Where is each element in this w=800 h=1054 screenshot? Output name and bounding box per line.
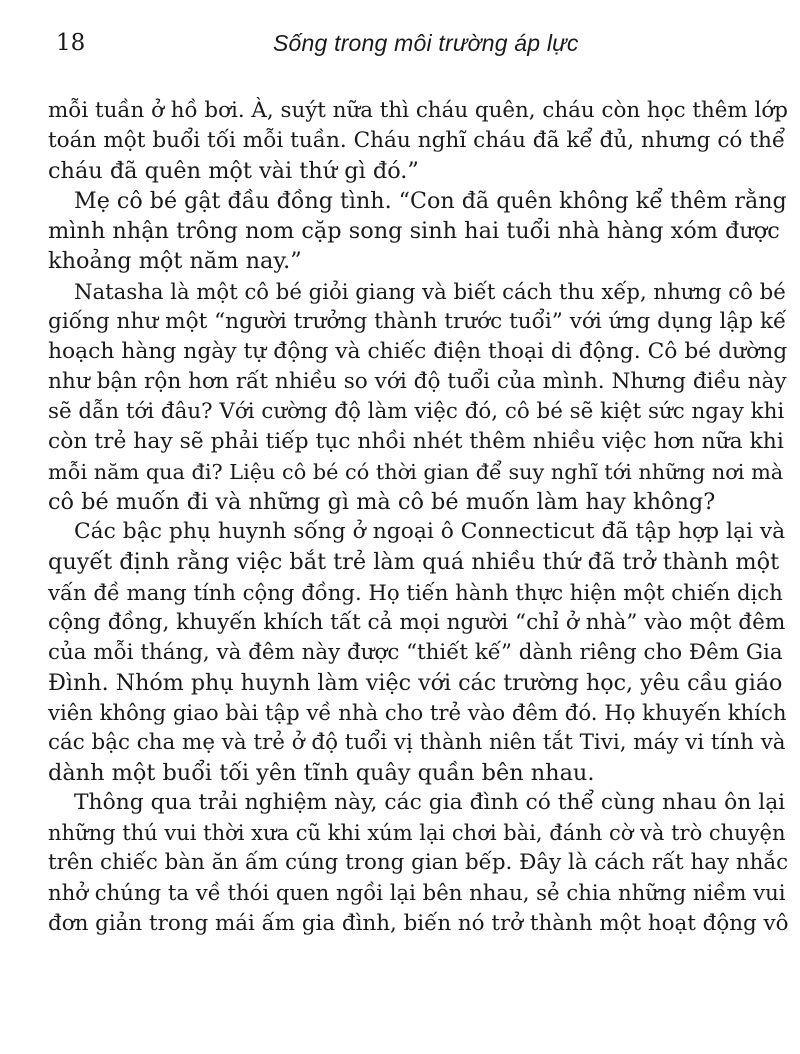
text-line: trên chiếc bàn ăn ấm cúng trong gian bếp. Đây là cách rất hay nhắc	[48, 850, 789, 876]
paragraph	[48, 517, 788, 788]
paragraph	[48, 186, 788, 276]
text-line: Natasha là một cô bé giỏi giang và biết cách thu xếp, nhưng cô bé	[74, 278, 786, 304]
paragraph	[48, 96, 788, 186]
text-line: viên không giao bài tập về nhà cho trẻ vào đêm đó. Họ khuyến khích	[48, 699, 787, 725]
text-line: còn trẻ hay sẽ phải tiếp tục nhồi nhét thêm nhiều việc hơn nữa khi	[48, 429, 784, 455]
text-line: Đình. Nhóm phụ huynh làm việc với các trường học, yêu cầu giáo	[48, 669, 783, 696]
text-line: cháu đã quên một vài thứ gì đó.”	[48, 158, 419, 185]
text-line: cộng đồng, khuyến khích tất cả mọi người “chỉ ở nhà” vào một đêm	[48, 609, 786, 635]
text-line: dành một buổi tối yên tĩnh quây quần bên nhau.	[48, 760, 595, 787]
text-line: mình nhận trông nom cặp song sinh hai tuổi nhà hàng xóm được	[48, 218, 780, 245]
text-line: mỗi năm qua đi? Liệu cô bé có thời gian để suy nghĩ tới những nơi mà	[48, 460, 784, 485]
page-number: 18	[56, 30, 86, 56]
text-line: Thông qua trải nghiệm này, các gia đình có thể cùng nhau ôn lại	[74, 790, 786, 816]
text-line: cô bé muốn đi và những gì mà cô bé muốn làm hay không?	[48, 489, 716, 516]
text-line: đơn giản trong mái ấm gia đình, biến nó trở thành một hoạt động vô	[48, 910, 789, 936]
text-line: giống như một “người trưởng thành trước tuổi” với ứng dụng lập kế	[48, 308, 787, 334]
text-line: quyết định rằng việc bắt trẻ làm quá nhiều thứ đã trở thành một	[48, 549, 780, 576]
text-line: Các bậc phụ huynh sống ở ngoại ô Connecticut đã tập hợp lại và	[74, 519, 786, 545]
text-line: hoạch hàng ngày tự động và chiếc điện thoại di động. Cô bé dường	[48, 338, 788, 364]
page-header	[56, 30, 746, 70]
text-line: như bận rộn hơn rất nhiều so với độ tuổi của mình. Nhưng điều này	[48, 368, 787, 394]
paragraph	[48, 788, 788, 938]
text-line: nhở chúng ta về thói quen ngồi lại bên nhau, sẻ chia những niềm vui	[48, 880, 786, 906]
text-line: các bậc cha mẹ và trẻ ở độ tuổi vị thành niên tắt Tivi, máy vi tính và	[48, 729, 786, 755]
paragraph	[48, 277, 788, 518]
running-title: Sống trong môi trường áp lực	[273, 30, 579, 56]
text-line: khoảng một năm nay.”	[48, 248, 302, 275]
text-line: những thú vui thời xưa cũ khi xúm lại chơi bài, đánh cờ và trò chuyện	[48, 821, 786, 846]
text-line: vấn đề mang tính cộng đồng. Họ tiến hành thực hiện một chiến dịch	[48, 579, 783, 605]
text-line: Mẹ cô bé gật đầu đồng tình. “Con đã quên không kể thêm rằng	[74, 188, 787, 215]
text-line: của mỗi tháng, và đêm này được “thiết kế” dành riêng cho Đêm Gia	[48, 639, 783, 665]
text-line: mỗi tuần ở hồ bơi. À, suýt nữa thì cháu quên, cháu còn học thêm lớp	[48, 98, 788, 123]
text-line: toán một buổi tối mỗi tuần. Cháu nghĩ cháu đã kể đủ, nhưng có thể	[48, 128, 786, 154]
text-line: sẽ dẫn tới đâu? Với cường độ làm việc đó, cô bé sẽ kiệt sức ngay khi	[48, 398, 785, 424]
body-text	[48, 96, 788, 939]
